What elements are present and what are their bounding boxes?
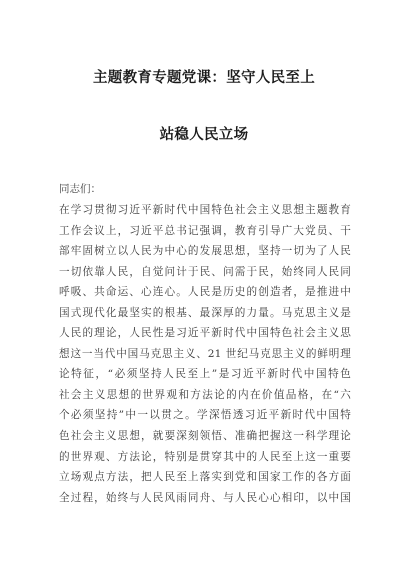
- body-line: 个必须坚持”中一以贯之。学深悟透习近平新时代中国特: [59, 409, 351, 422]
- document-title-line-2: 站稳人民立场: [159, 127, 249, 143]
- body-line: 色社会主义思想，就要深刻领悟、准确把握这一科学理论: [59, 430, 351, 443]
- body-line: 部牢固树立以人民为中心的发展思想，坚持一切为了人民: [59, 245, 351, 258]
- body-line: 的世界观、方法论，特别是贯穿其中的人民至上这一重要: [59, 450, 351, 463]
- body-line: 论特征，“必须坚持人民至上”是习近平新时代中国特色: [59, 368, 351, 381]
- body-line: 想这一当代中国马克思主义、21 世纪马克思主义的鲜明理: [59, 347, 351, 360]
- body-text: [59, 200, 351, 508]
- body-line: 全过程，始终与人民风雨同舟、与人民心心相印，以中国: [59, 491, 351, 504]
- body-line: 在学习贯彻习近平新时代中国特色社会主义思想主题教育: [59, 204, 351, 216]
- body-line: 工作会议上，习近平总书记强调，教育引导广大党员、干: [59, 224, 351, 237]
- document-title-line-1: 主题教育专题党课：坚守人民至上: [93, 70, 315, 86]
- body-line: 呼吸、共命运、心连心。人民是历史的创造者，是推进中: [59, 286, 351, 299]
- body-line: 社会主义思想的世界观和方法论的内在价值品格，在“六: [59, 388, 351, 401]
- body-line: 一切依靠人民，自觉问计于民、问需于民，始终同人民同: [59, 265, 351, 278]
- body-line: 立场观点方法，把人民至上落实到党和国家工作的各方面: [59, 471, 351, 484]
- salutation: 同志们：: [59, 183, 101, 195]
- body-line: 国式现代化最坚实的根基、最深厚的力量。马克思主义是: [59, 306, 351, 319]
- body-line: 人民的理论，人民性是习近平新时代中国特色社会主义思: [59, 327, 351, 340]
